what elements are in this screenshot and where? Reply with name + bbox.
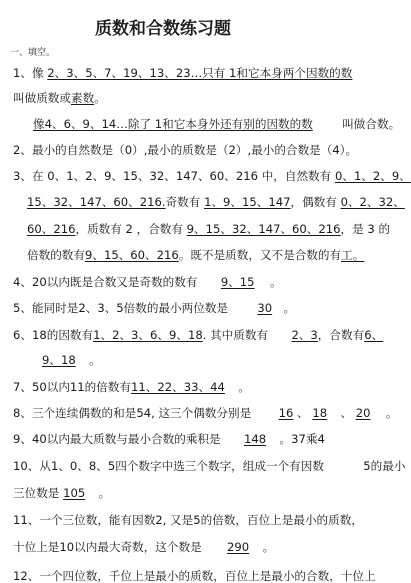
q6-answer-prime: 2、3 <box>291 328 318 342</box>
q1-period: 。 <box>94 91 106 105</box>
q4-answer: 9、15 <box>220 275 255 289</box>
q10-period: 。 <box>98 486 111 500</box>
q10-text-c: 三位数是 <box>13 486 60 500</box>
q6-answer-composite-a: 6、 <box>364 328 384 342</box>
q3-text-odd: 奇数有 <box>165 195 201 209</box>
q3-answer-composite: 9、15、32、147、60、216 <box>186 222 341 236</box>
q11-line2 <box>13 540 274 554</box>
q7-answer: 11、22、33、44 <box>131 380 225 394</box>
section-heading: 一、填空。 <box>10 48 56 58</box>
q9-note: 。37乘4 <box>279 432 325 446</box>
q11-period: 。 <box>262 540 275 554</box>
q8-sep-2: 、 <box>340 406 353 420</box>
q1-text: 叫做质数或 <box>13 91 71 105</box>
q9-text: 9、40以内最大质数与最小合数的乘积是 <box>13 432 221 446</box>
q3-answer-natural-b: 15、32、147、60、216. <box>27 195 166 209</box>
q6-line2 <box>42 353 101 367</box>
q8-period: 。 <box>385 406 398 420</box>
q3-answer-even-a: 0、2、32、 <box>340 195 405 209</box>
q1-text-composite: 叫做合数。 <box>342 117 401 131</box>
q3-line2 <box>27 195 405 209</box>
q5-answer: 30 <box>257 301 273 315</box>
q2-line: 2、最小的自然数是（0）,最小的质数是（2）,最小的合数是（4）。 <box>13 143 358 157</box>
q3-answer-odd: 1、9、15、147 <box>204 195 291 209</box>
q9-answer: 148 <box>244 432 267 446</box>
q3-answer-neither: 工。 <box>341 248 365 262</box>
q11-text: 十位上是10以内最大奇数，这个数是 <box>13 540 202 554</box>
q5-period: 。 <box>283 301 296 315</box>
page-title: 质数和合数练习题 <box>95 19 231 39</box>
q5-text: 5、能同时是2、3、5倍数的最小两位数是 <box>13 301 229 315</box>
q11-answer: 290 <box>227 540 250 554</box>
q3-line4 <box>27 248 364 262</box>
q8-sep-1: 、 <box>297 406 309 420</box>
q3-text-even: ，偶数有 <box>290 195 337 209</box>
q1-line3 <box>33 117 400 131</box>
q6-answer-composite-b: 9、18 <box>42 353 76 367</box>
q10-line2 <box>13 486 110 500</box>
q6-line1 <box>13 328 383 342</box>
q6-period: 。 <box>89 353 101 367</box>
q11-line1: 11、一个三位数，能有因数2, 又是5的倍数，百位上是最小的质数， <box>13 513 363 527</box>
q3-text: 3、在 0、1、2、9、15、32、147、60、216 中，自然数有 <box>13 169 332 183</box>
q6-text-prime: . 其中质数有 <box>202 328 269 342</box>
q1-label: 1、像 <box>13 66 44 80</box>
q4-text: 4、20以内既是合数又是奇数的数有 <box>13 275 198 289</box>
q1-line1 <box>13 66 352 80</box>
q6-answer-factors: 1、2、3、6、9、18 <box>93 328 203 342</box>
q7-text: 7、50以内11的倍数有 <box>13 380 132 394</box>
q9-line <box>13 432 325 446</box>
q8-text: 8、三个连续偶数的和是54, 这三个偶数分别是 <box>13 406 252 420</box>
q8-answer-1: 16 <box>278 406 294 420</box>
q10-answer: 105 <box>63 486 86 500</box>
q1-answer-primes: 2、3、5、7、19、13、23…只有 1和它本身两个因数的数 <box>47 66 353 80</box>
q3-text-multiple: ，是 3 的 <box>340 222 391 236</box>
q8-answer-3: 20 <box>355 406 371 420</box>
q5-line <box>13 301 295 315</box>
q6-text-composite: ，合数有 <box>317 328 365 342</box>
q4-period: 。 <box>269 275 282 289</box>
q10-text-b: 5的最小 <box>363 459 406 473</box>
q7-line <box>13 380 250 394</box>
q1-answer-composite: 像4、6、9、14…除了 1和它本身外还有别的因数的数 <box>33 117 313 131</box>
q4-line <box>13 275 282 289</box>
q10-text: 10、从1、0、8、5四个数字中选三个数字，组成一个有因数 <box>13 459 324 473</box>
q3-text-prime: ，质数有 2 ，合数有 <box>75 222 183 236</box>
q3-answer-natural-a: 0、1、2、9、 <box>334 169 411 183</box>
q3-answer-multiple: 9、15、60、216 <box>84 248 179 262</box>
q6-text: 6、18的因数有 <box>13 328 94 342</box>
q3-answer-even-b: 60、216 <box>27 222 76 236</box>
q3-text-neither: 。既不是质数，又不是合数的有 <box>178 248 342 262</box>
q3-line3 <box>27 222 390 236</box>
q8-answer-2: 18 <box>312 406 328 420</box>
q8-line <box>13 406 398 420</box>
q3-line1 <box>13 169 411 183</box>
q12-line1: 12、一个四位数，千位上是最小的质数，百位上是最小的合数，十位上 <box>13 569 376 583</box>
q3-text-multiple-b: 倍数的数有 <box>27 248 85 262</box>
q1-line2 <box>13 91 106 105</box>
q7-period: 。 <box>238 380 250 394</box>
q1-answer-sushu: 素数 <box>70 91 95 105</box>
q10-line1 <box>13 459 405 473</box>
